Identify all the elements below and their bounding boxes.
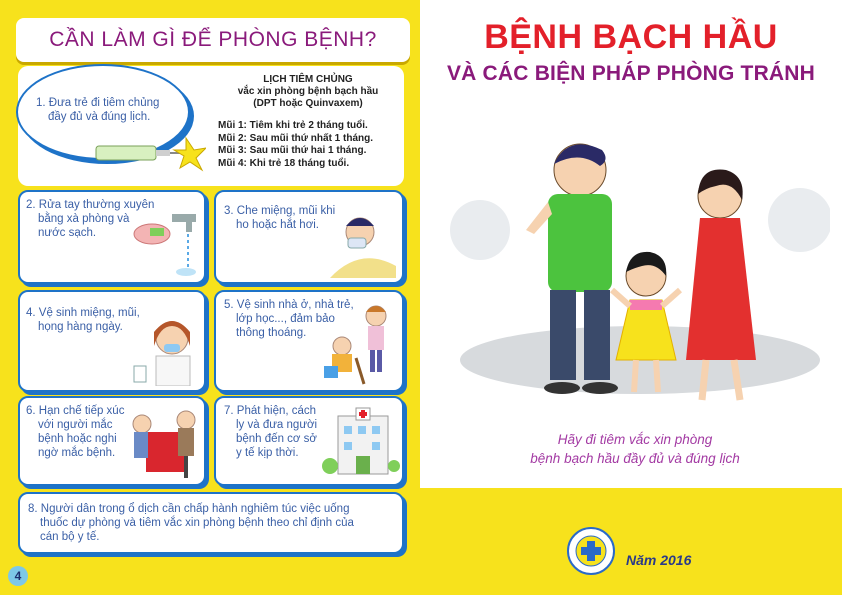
vaccination-card (18, 66, 404, 186)
item1-line1: 1. Đưa trẻ đi tiêm chủng (36, 97, 160, 109)
item5-line3: thông thoáng. (236, 327, 307, 339)
slogan-line2: bệnh bạch hầu đầy đủ và đúng lịch (530, 451, 740, 466)
dose-2: Mũi 2: Sau mũi thứ nhất 1 tháng. (218, 132, 374, 144)
handwashing-icon (124, 206, 202, 278)
mouth-rinse-icon (124, 306, 202, 386)
item6-line1: 6. Hạn chế tiếp xúc (26, 405, 125, 417)
item8-line2: thuốc dự phòng và tiêm vắc xin phòng bệnh theo chỉ định của (40, 517, 354, 529)
item5-line2: lớp học..., đảm bảo (236, 313, 335, 325)
item7-line2: ly và đưa người (236, 419, 318, 431)
item3-text (224, 204, 335, 232)
item4-line2: họng hàng ngày. (38, 321, 123, 333)
dose-4: Mũi 4: Khi trẻ 18 tháng tuổi. (218, 157, 350, 169)
slogan-line1: Hãy đi tiêm vắc xin phòng (557, 432, 713, 447)
cover-title: BỆNH BẠCH HẦU (484, 18, 778, 56)
schedule-heading: LỊCH TIÊM CHỦNG (263, 74, 353, 85)
left-title: CẦN LÀM GÌ ĐỂ PHÒNG BỆNH? (49, 28, 377, 51)
schedule-sub2: (DPT hoặc Quinvaxem) (253, 98, 363, 109)
publication-year: Năm 2016 (626, 552, 692, 568)
page-number: 4 (8, 566, 28, 586)
cleaning-children-icon (316, 298, 400, 386)
item7-line3: bệnh đến cơ sở (236, 433, 317, 445)
item5-card (214, 290, 404, 392)
item6-line4: ngờ mắc bệnh. (38, 447, 116, 459)
schedule-sub1: vắc xin phòng bệnh bạch hầu (237, 86, 379, 97)
item2-line2: bằng xà phòng và (38, 213, 130, 225)
item4-line1: 4. Vệ sinh miệng, mũi, (26, 307, 140, 319)
item6-line3: bệnh hoặc nghi (38, 433, 117, 445)
item1-line2: đầy đủ và đúng lịch. (48, 111, 151, 123)
item4-card (18, 290, 206, 392)
item2-card (18, 190, 206, 284)
sneezing-person-icon (320, 206, 400, 278)
dose-3: Mũi 3: Sau mũi thứ hai 1 tháng. (218, 145, 367, 156)
right-footer-band (420, 488, 842, 595)
item6-card (18, 396, 206, 486)
left-title-box (16, 18, 410, 62)
item5-line1: 5. Vệ sinh nhà ở, nhà trẻ, (224, 299, 354, 311)
cover-subtitle: VÀ CÁC BIỆN PHÁP PHÒNG TRÁNH (446, 62, 816, 85)
dose-1: Mũi 1: Tiêm khi trẻ 2 tháng tuổi. (218, 120, 368, 131)
item2-line1: 2. Rửa tay thường xuyên (26, 199, 155, 211)
item3-card (214, 190, 404, 284)
item1-text (36, 96, 159, 124)
item2-line3: nước sạch. (38, 227, 97, 239)
item7-text (224, 404, 317, 460)
ministry-logo-icon (566, 526, 616, 576)
cover-slogan (470, 430, 800, 468)
syringe-icon (86, 128, 206, 178)
item8-card (18, 492, 404, 554)
item7-line4: y tế kịp thời. (236, 447, 299, 459)
schedule-doses (218, 120, 398, 170)
avoid-contact-icon (126, 406, 202, 482)
schedule-heading-block (218, 74, 398, 110)
item8-text (28, 502, 354, 544)
item6-line2: với người mắc (38, 419, 113, 431)
item8-line1: 8. Người dân trong ổ dịch cần chấp hành nghiêm túc việc uống (28, 503, 350, 515)
item7-line1: 7. Phát hiện, cách (224, 405, 317, 417)
item8-line3: cán bộ y tế. (40, 531, 100, 543)
item3-line1: 3. Che miệng, mũi khi (224, 205, 336, 217)
item4-text (26, 306, 140, 334)
hospital-icon (322, 406, 400, 482)
family-illustration (450, 110, 830, 420)
item3-line2: ho hoặc hắt hơi. (236, 219, 319, 231)
left-page (0, 0, 420, 595)
item7-card (214, 396, 404, 486)
item6-text (26, 404, 124, 460)
